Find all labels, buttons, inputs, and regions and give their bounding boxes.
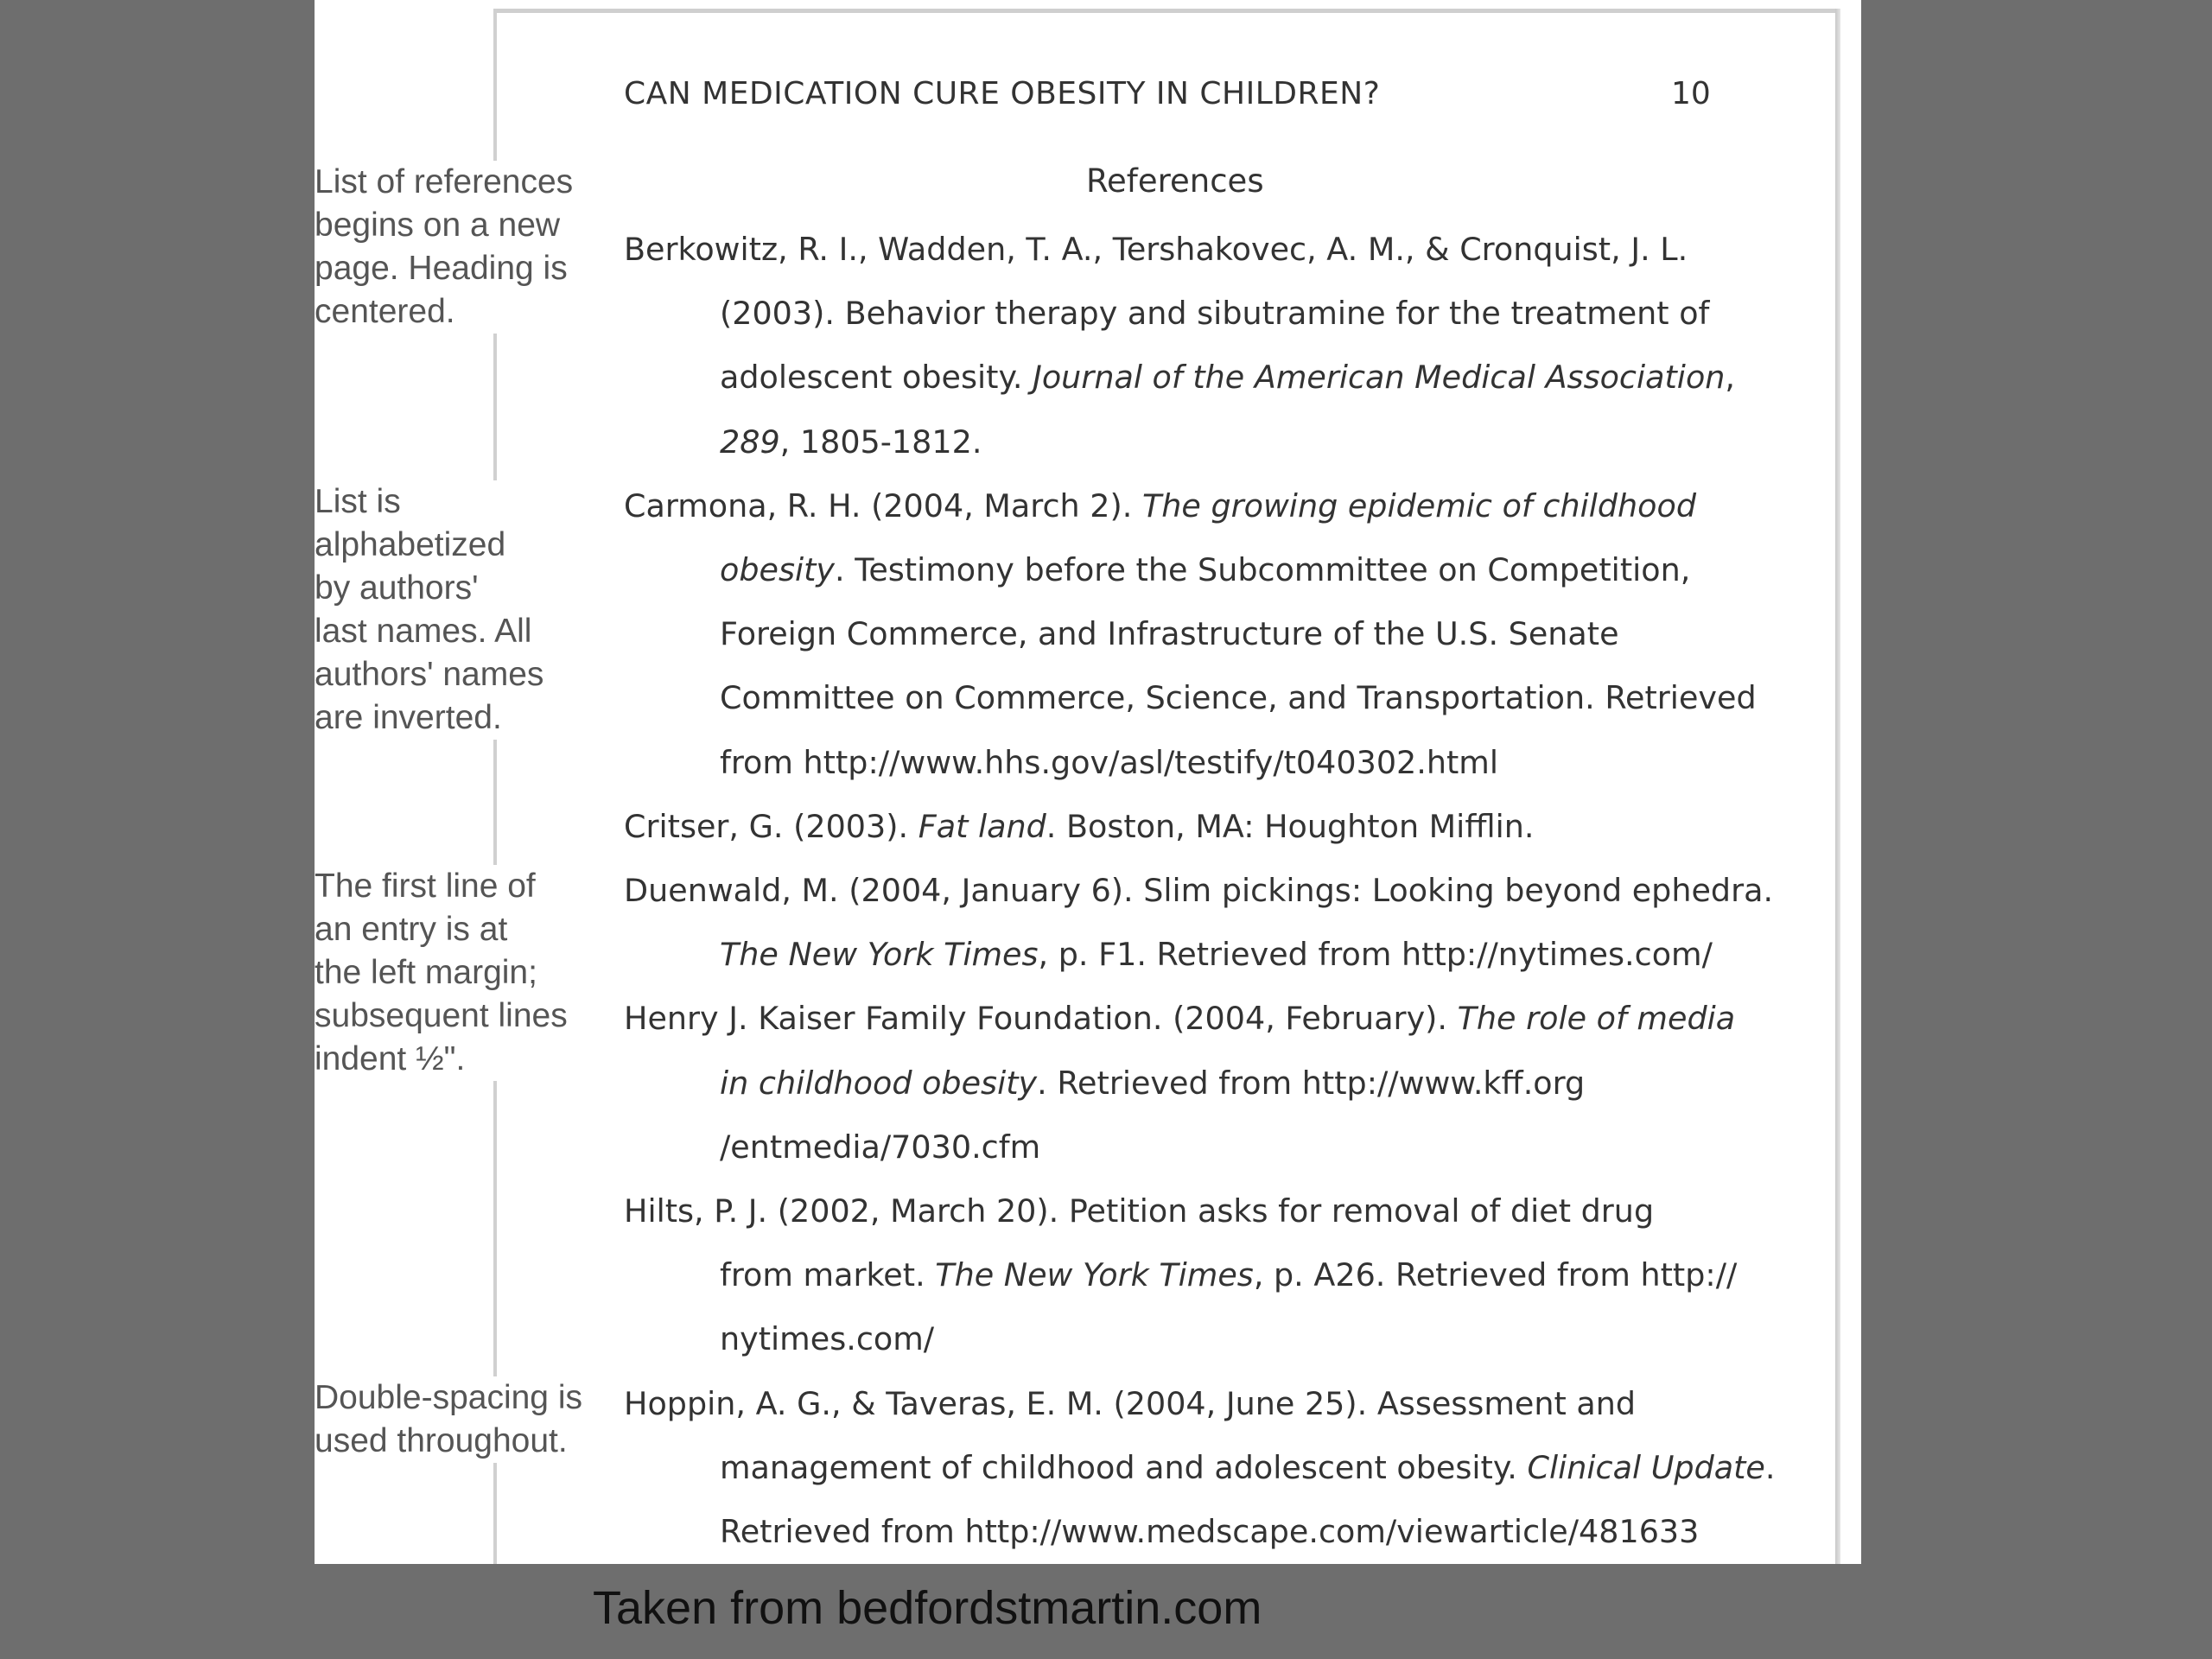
annotation-line: an entry is at [315, 911, 508, 948]
reference-entry-berkowitz: Berkowitz, R. I., Wadden, T. A., Tershakovec, A. M., & Cronquist, J. L. [624, 231, 1688, 268]
annotation-hanging-indent [315, 865, 589, 1081]
reference-entry-duenwald: Duenwald, M. (2004, January 6). Slim pickings: Looking beyond ephedra. [624, 872, 1774, 910]
reference-line: nytimes.com/ [720, 1320, 935, 1358]
reference-line: Foreign Commerce, and Infrastructure of the U.S. Senate [720, 615, 1619, 653]
reference-line: adolescent obesity. Journal of the American Medical Association, [720, 359, 1736, 397]
reference-entry-hilts: Hilts, P. J. (2002, March 20). Petition asks for removal of diet drug [624, 1192, 1655, 1230]
annotation-line: are inverted. [315, 699, 502, 736]
page-edge-top [493, 9, 1839, 13]
reference-list [624, 218, 1776, 1564]
annotation-alphabetized [315, 480, 589, 740]
annotation-line: List is [315, 483, 401, 520]
reference-entry-critser: Critser, G. (2003). Fat land. Boston, MA: Houghton Mifflin. [624, 807, 1535, 845]
annotation-line: alphabetized [315, 526, 506, 563]
annotation-line: The first line of [315, 868, 536, 905]
page-edge-right [1835, 9, 1840, 1564]
annotation-references-heading [315, 161, 589, 334]
reference-entry-kaiser: Henry J. Kaiser Family Foundation. (2004, February). The role of media [624, 1000, 1736, 1038]
reference-entry-hoppin: Hoppin, A. G., & Taveras, E. M. (2004, June 25). Assessment and [624, 1384, 1637, 1422]
annotation-line: indent ½". [315, 1040, 466, 1077]
annotation-line: authors' names [315, 656, 544, 693]
reference-line: Retrieved from http://www.medscape.com/viewarticle/481633 [720, 1513, 1700, 1551]
source-caption: Taken from bedfordstmartin.com [593, 1582, 1262, 1634]
reference-line: Committee on Commerce, Science, and Transportation. Retrieved [720, 679, 1757, 717]
annotation-double-spacing [315, 1376, 589, 1463]
annotation-line: page. Heading is [315, 250, 568, 287]
annotation-line: the left margin; [315, 954, 537, 991]
page-number: 10 [1671, 76, 1711, 111]
references-heading: References [1086, 162, 1264, 200]
reference-entry-carmona: Carmona, R. H. (2004, March 2). The growing epidemic of childhood [624, 486, 1697, 524]
annotation-line: used throughout. [315, 1422, 568, 1459]
reference-line: (2003). Behavior therapy and sibutramine for the treatment of [720, 295, 1710, 333]
reference-line: obesity. Testimony before the Subcommittee on Competition, [720, 551, 1691, 589]
annotation-line: subsequent lines [315, 997, 568, 1034]
annotation-line: begins on a new [315, 207, 561, 244]
reference-line: from market. The New York Times, p. A26. Retrieved from http:// [720, 1256, 1738, 1294]
annotation-line: by authors' [315, 569, 479, 607]
annotation-line: last names. All [315, 613, 532, 650]
reference-line: 289, 1805-1812. [720, 423, 982, 461]
reference-line: in childhood obesity. Retrieved from http://www.kff.org [720, 1064, 1586, 1102]
annotation-line: List of references [315, 163, 574, 200]
reference-line: /entmedia/7030.cfm [720, 1128, 1041, 1166]
reference-line: The New York Times, p. F1. Retrieved from http://nytimes.com/ [720, 936, 1713, 974]
annotation-line: centered. [315, 293, 455, 330]
reference-line: from http://www.hhs.gov/asl/testify/t040302.html [720, 743, 1499, 781]
running-head: CAN MEDICATION CURE OBESITY IN CHILDREN? [624, 76, 1381, 111]
reference-line: management of childhood and adolescent obesity. Clinical Update. [720, 1448, 1776, 1486]
annotation-line: Double-spacing is [315, 1379, 583, 1416]
